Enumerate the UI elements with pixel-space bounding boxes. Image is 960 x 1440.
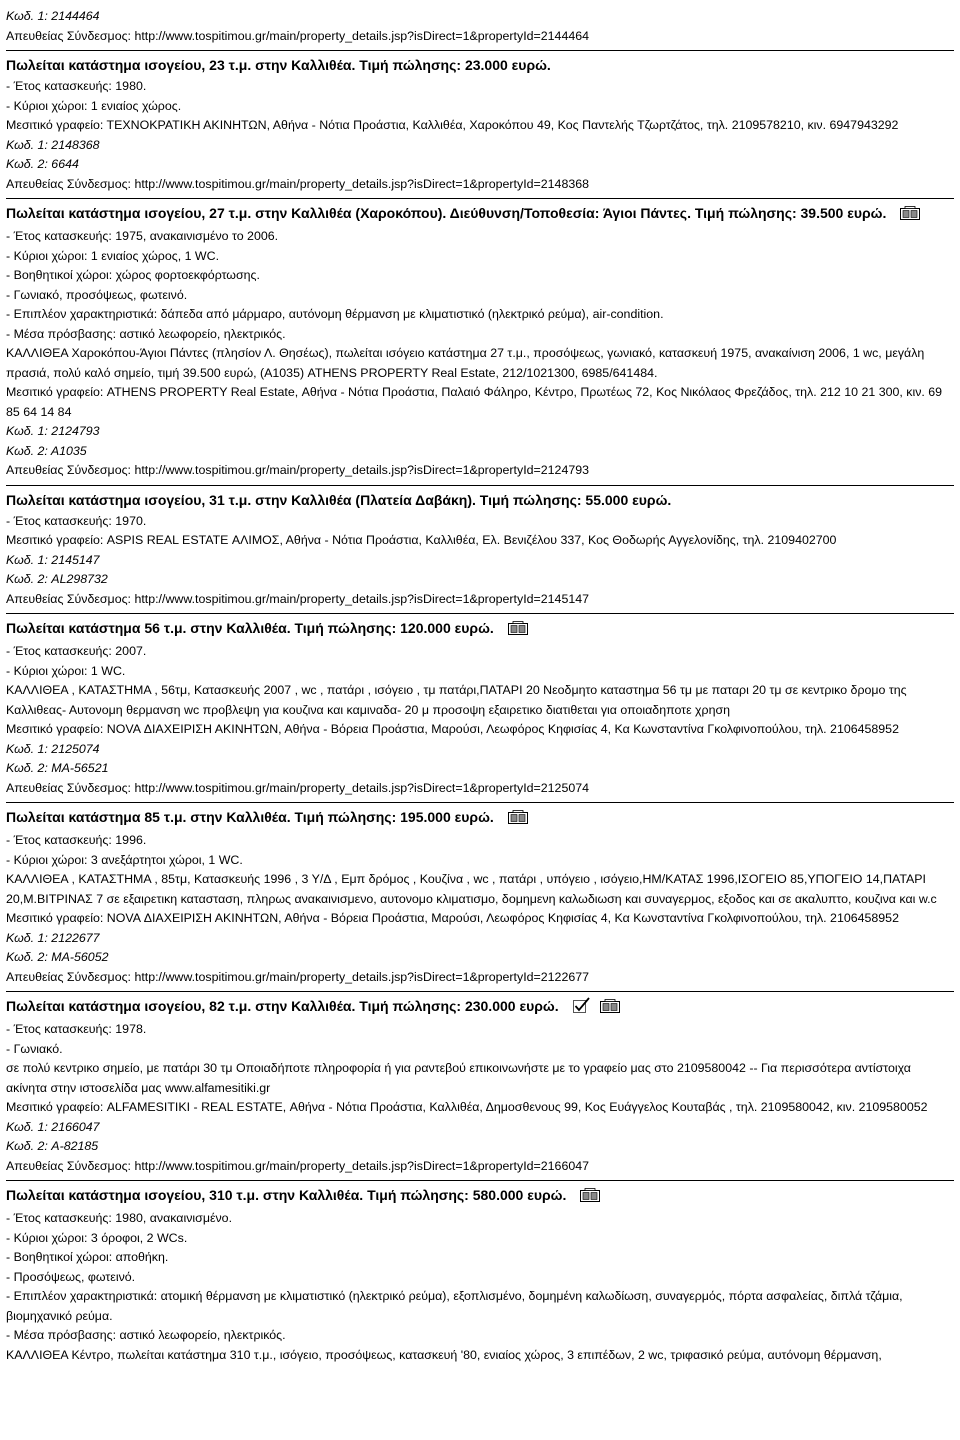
listing-title-row xyxy=(6,617,954,642)
code-2: Κωδ. 2: MA-56052 xyxy=(6,950,109,964)
listing xyxy=(6,1180,954,1365)
code-2: Κωδ. 2: A-82185 xyxy=(6,1139,99,1153)
direct-link[interactable]: Απευθείας Σύνδεσμος: http://www.tospitimou.gr/main/property_details.jsp?isDirect=1&propertyId=2166047 xyxy=(6,1158,590,1173)
listing xyxy=(6,485,954,614)
camera-icon[interactable] xyxy=(600,997,620,1020)
code-2: Κωδ. 2: MA-56521 xyxy=(6,761,109,775)
listing xyxy=(6,613,954,802)
agency-info: Μεσιτικό γραφείο: NOVA ΔΙΑΧΕΙΡΙΣΗ ΑΚΙΝΗΤΩΝ, Αθήνα - Βόρεια Προάστια, Μαρούσι, Λεωφόρος Κηφισίας 4, Κα Κωνσταντίνα Γκολφινοπούλου, τηλ. 2106458952 xyxy=(6,911,899,925)
code-1: Κωδ. 1: 2148368 xyxy=(6,137,100,152)
listing xyxy=(6,802,954,991)
listing-title-row xyxy=(6,202,954,227)
auxiliary-spaces: - Βοηθητικοί χώροι: αποθήκη. xyxy=(6,1250,169,1264)
direct-link[interactable]: Απευθείας Σύνδεσμος: http://www.tospitimou.gr/main/property_details.jsp?isDirect=1&propertyId=2144464 xyxy=(6,28,590,43)
agency-info: Μεσιτικό γραφείο: ASPIS REAL ESTATE ΑΛΙΜΟΣ, Αθήνα - Νότια Προάστια, Καλλιθέα, Ελ. Βενιζέλου 337, Κος Θοδωρής Αγγελονίδης, τηλ. 2109402700 xyxy=(6,533,837,547)
camera-icon[interactable] xyxy=(580,1186,600,1209)
listing xyxy=(6,198,954,485)
listing-title-row xyxy=(6,995,954,1020)
camera-icon[interactable] xyxy=(508,808,528,831)
listing-title: Πωλείται κατάστημα ισογείου, 31 τ.μ. στην Καλλιθέα (Πλατεία Δαβάκη). Τιμή πώλησης: 55.000 ευρώ. xyxy=(6,491,672,508)
agency-info: Μεσιτικό γραφείο: ATHENS PROPERTY Real Estate, Αθήνα - Νότια Προάστια, Παλαιό Φάληρο, Κέντρο, Πρωτέως 72, Κος Νικόλαος Φρεζάδος, τηλ. 212 10 21 300, κιν. 69 85 64 14 84 xyxy=(6,385,943,419)
code-2: Κωδ. 2: AL298732 xyxy=(6,572,108,586)
code-1: Κωδ. 1: 2125074 xyxy=(6,741,100,756)
listing-title: Πωλείται κατάστημα ισογείου, 82 τ.μ. στην Καλλιθέα. Τιμή πώλησης: 230.000 ευρώ. xyxy=(6,998,559,1014)
description: ΚΑΛΛΙΘΕΑ Χαροκόπου-Άγιοι Πάντες (πλησίον Λ. Θησέως), πωλείται ισόγειο κατάστημα 27 τ.μ., προσόψεως, γωνιακό, κατασκευή 1975, ανακαίνιση 2006, 1 wc, μεγάλη πρασιά, πολύ καλό σημείο, τιμή 39.500 ευρώ, (Α1035) ATHENS PROPERTY Real Estate, 212/1021300, 6985/641484. xyxy=(6,346,925,380)
extra-features: - Επιπλέον χαρακτηριστικά: δάπεδα από μάρμαρο, αυτόνομη θέρμανση με κλιματιστικό (ηλεκτρικό ρεύμα), air-condition. xyxy=(6,307,664,321)
listing-title: Πωλείται κατάστημα ισογείου, 27 τ.μ. στην Καλλιθέα (Χαροκόπου). Διεύθυνση/Τοποθεσία: Άγιοι Πάντες. Τιμή πώλησης: 39.500 ευρώ. xyxy=(6,205,887,221)
code-2: Κωδ. 2: Α1035 xyxy=(6,443,87,458)
listing-title-row xyxy=(6,806,954,831)
build-year: - Έτος κατασκευής: 1996. xyxy=(6,833,147,847)
direct-link[interactable]: Απευθείας Σύνδεσμος: http://www.tospitimou.gr/main/property_details.jsp?isDirect=1&propertyId=2124793 xyxy=(6,463,590,477)
build-year: - Έτος κατασκευής: 1980. xyxy=(6,79,147,93)
direct-link[interactable]: Απευθείας Σύνδεσμος: http://www.tospitimou.gr/main/property_details.jsp?isDirect=1&propertyId=2145147 xyxy=(6,591,590,606)
transport: - Μέσα πρόσβασης: αστικό λεωφορείο, ηλεκτρικός. xyxy=(6,326,286,341)
description: σε πολύ κεντρικο σημείο, με πατάρι 30 τμ Οποιαδήποτε πληροφορία ή για ραντεβού επικοινωνήστε με το γραφείο μας στο 2109580042 -- Για περισσότερα αντίστοιχα ακίνητα στην ιστοσελίδα μας www.alfamesitiki.gr xyxy=(6,1061,911,1095)
main-spaces: - Κύριοι χώροι: 1 WC. xyxy=(6,663,126,678)
main-spaces: - Κύριοι χώροι: 1 ενιαίος χώρος, 1 WC. xyxy=(6,248,220,263)
listing-title: Πωλείται κατάστημα ισογείου, 23 τ.μ. στην Καλλιθέα. Τιμή πώλησης: 23.000 ευρώ. xyxy=(6,57,551,73)
auxiliary-spaces: - Βοηθητικοί χώροι: χώρος φορτοεκφόρτωσης. xyxy=(6,268,260,282)
listing xyxy=(6,50,954,198)
listing-title-row xyxy=(6,1184,954,1209)
agency-info: Μεσιτικό γραφείο: ALFAMESITIKI - REAL ESTATE, Αθήνα - Νότια Προάστια, Καλλιθέα, Δημοσθενους 99, Κος Ευάγγελος Κουταβάς , τηλ. 2109580042, κιν. 2109580052 xyxy=(6,1100,928,1114)
build-year: - Έτος κατασκευής: 1980, ανακαινισμένο. xyxy=(6,1211,233,1225)
code-1: Κωδ. 1: 2144464 xyxy=(6,9,100,23)
code-1: Κωδ. 1: 2166047 xyxy=(6,1119,100,1134)
direct-link[interactable]: Απευθείας Σύνδεσμος: http://www.tospitimou.gr/main/property_details.jsp?isDirect=1&propertyId=2122677 xyxy=(6,969,590,984)
listing-title: Πωλείται κατάστημα 56 τ.μ. στην Καλλιθέα. Τιμή πώλησης: 120.000 ευρώ. xyxy=(6,620,494,636)
build-year: - Έτος κατασκευής: 1975, ανακαινισμένο το 2006. xyxy=(6,229,279,243)
agency-info: Μεσιτικό γραφείο: ΤΕΧΝΟΚΡΑΤΙΚΗ ΑΚΙΝΗΤΩΝ, Αθήνα - Νότια Προάστια, Καλλιθέα, Χαροκόπου 49, Κος Παντελής Τζωρτζάτος, τηλ. 2109578210, κιν. 6947943292 xyxy=(6,118,899,132)
code-1: Κωδ. 1: 2122677 xyxy=(6,930,100,945)
build-year: - Έτος κατασκευής: 2007. xyxy=(6,644,147,658)
listing-title: Πωλείται κατάστημα ισογείου, 310 τ.μ. στην Καλλιθέα. Τιμή πώλησης: 580.000 ευρώ. xyxy=(6,1187,567,1203)
build-year: - Έτος κατασκευής: 1970. xyxy=(6,513,147,528)
description: ΚΑΛΛΙΘΕΑ , ΚΑΤΑΣΤΗΜΑ , 56τμ, Κατασκευής 2007 , wc , πατάρι , ισόγειο , τμ πατάρι,ΠΑΤΑΡΙ 20 Νεοδμητο καταστημα 56 τμ με παταρι 20 τμ σε κεντρικο δρομο της Καλλιθεας- Αυτονομη θερμανση wc προβλεψη για κουζινα και καμιναδα- 20 μ προσοψη εξαιρετικο διατιθεται για οποιαδηποτε χρηση xyxy=(6,683,907,717)
build-year: - Έτος κατασκευής: 1978. xyxy=(6,1022,147,1036)
checkmark-icon[interactable] xyxy=(573,997,591,1020)
camera-icon[interactable] xyxy=(900,204,920,227)
main-spaces: - Κύριοι χώροι: 1 ενιαίος χώρος. xyxy=(6,98,182,113)
camera-icon[interactable] xyxy=(508,619,528,642)
orientation: - Προσόψεως, φωτεινό. xyxy=(6,1269,136,1284)
listing xyxy=(6,4,954,50)
code-1: Κωδ. 1: 2124793 xyxy=(6,424,100,438)
direct-link[interactable]: Απευθείας Σύνδεσμος: http://www.tospitimou.gr/main/property_details.jsp?isDirect=1&propertyId=2125074 xyxy=(6,780,590,795)
description: ΚΑΛΛΙΘΕΑ Κέντρο, πωλείται κατάστημα 310 τ.μ., ισόγειο, προσόψεως, κατασκευή '80, ενιαίος χώρος, 3 επιπέδων, 2 wc, τριφασικό ρεύμα, αυτόνομη θέρμανση, xyxy=(6,1347,882,1362)
main-spaces: - Κύριοι χώροι: 3 ανεξάρτητοι χώροι, 1 WC. xyxy=(6,852,243,867)
orientation: - Γωνιακό, προσόψεως, φωτεινό. xyxy=(6,287,188,302)
main-spaces: - Κύριοι χώροι: 3 όροφοι, 2 WCs. xyxy=(6,1230,188,1245)
code-2: Κωδ. 2: 6644 xyxy=(6,157,79,171)
extra-features: - Επιπλέον χαρακτηριστικά: ατομική θέρμανση με κλιματιστικό (ηλεκτρικό ρεύμα), εξοπλισμένο, δομημένη καλωδίωση, συναγερμός, πόρτα ασφαλείας, διπλά τζάμια, βιομηχανικό ρεύμα. xyxy=(6,1289,903,1323)
listing xyxy=(6,991,954,1180)
listing-title: Πωλείται κατάστημα 85 τ.μ. στην Καλλιθέα. Τιμή πώλησης: 195.000 ευρώ. xyxy=(6,809,494,825)
orientation: - Γωνιακό. xyxy=(6,1041,63,1056)
direct-link[interactable]: Απευθείας Σύνδεσμος: http://www.tospitimou.gr/main/property_details.jsp?isDirect=1&propertyId=2148368 xyxy=(6,176,590,191)
agency-info: Μεσιτικό γραφείο: NOVA ΔΙΑΧΕΙΡΙΣΗ ΑΚΙΝΗΤΩΝ, Αθήνα - Βόρεια Προάστια, Μαρούσι, Λεωφόρος Κηφισίας 4, Κα Κωνσταντίνα Γκολφινοπούλου, τηλ. 2106458952 xyxy=(6,722,899,736)
description: ΚΑΛΛΙΘΕΑ , ΚΑΤΑΣΤΗΜΑ , 85τμ, Κατασκευής 1996 , 3 Υ/Δ , Εμπ δρόμος , Κουζίνα , wc , πατάρι , υπόγειο , ισόγειο,ΗΜ/ΚΑΤΑΣ 1996,ΙΣΟΓΕΙΟ 85,ΥΠΟΓΕΙΟ 14,ΠΑΤΑΡΙ 20,Μ.ΒΙΤΡΙΝΑΣ 7 σε εξαιρετικη κατασταση, πληρως ανακαινισμενο, αυτονομο κλιματισμο, δομημενη καλωδιωση και συναγερμος, εξοδος και σε ακαλυπτο, κουζινα και w.c xyxy=(6,872,937,906)
transport: - Μέσα πρόσβασης: αστικό λεωφορείο, ηλεκτρικός. xyxy=(6,1328,286,1342)
code-1: Κωδ. 1: 2145147 xyxy=(6,552,100,567)
